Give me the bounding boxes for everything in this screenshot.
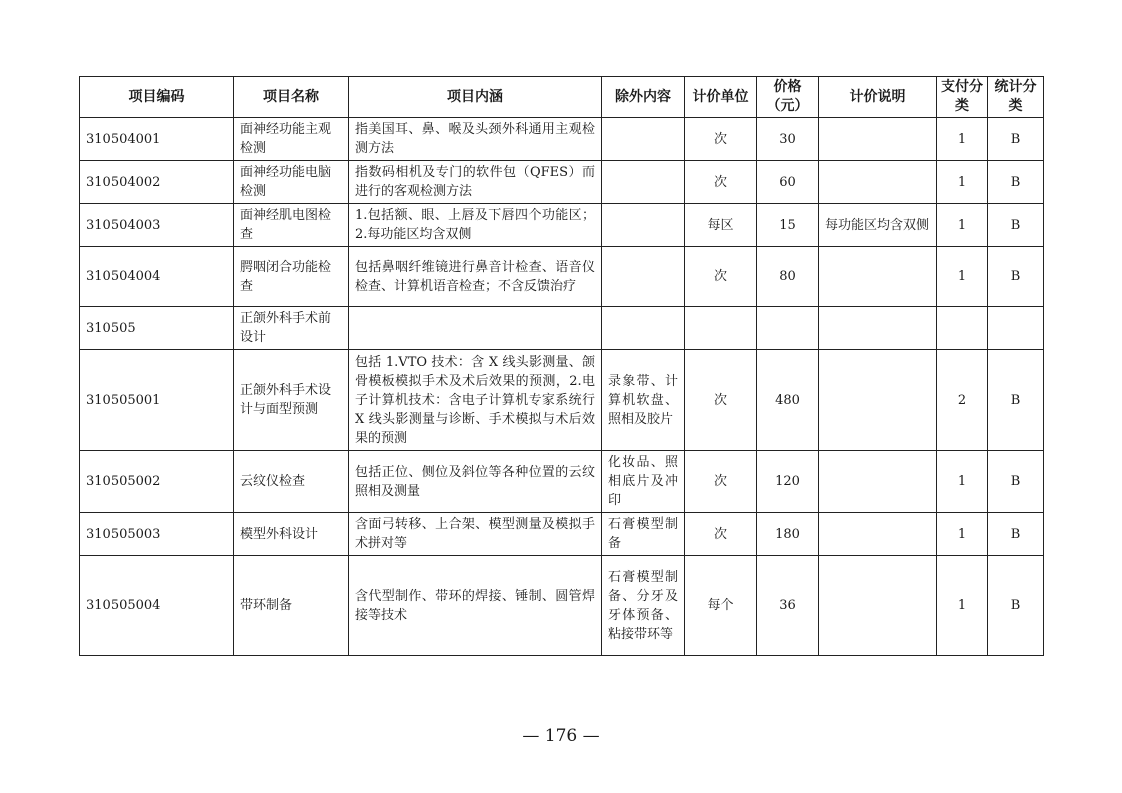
cell-content: 含代型制作、带环的焊接、锤制、圆管焊接等技术 (349, 556, 602, 656)
cell-note (819, 513, 937, 556)
cell-name: 正颌外科手术设计与面型预测 (234, 350, 349, 451)
table-row (80, 350, 1044, 451)
cell-stat (988, 307, 1044, 350)
cell-name: 正颌外科手术前设计 (234, 307, 349, 350)
cell-pay: 1 (937, 247, 988, 307)
table-row (80, 161, 1044, 204)
cell-code: 310504002 (80, 161, 234, 204)
cell-pay: 1 (937, 513, 988, 556)
cell-stat: B (988, 350, 1044, 451)
cell-note: 每功能区均含双侧 (819, 204, 937, 247)
table-header-row (80, 77, 1044, 118)
cell-stat: B (988, 204, 1044, 247)
cell-unit: 每个 (685, 556, 757, 656)
cell-price: 60 (757, 161, 819, 204)
cell-code: 310505 (80, 307, 234, 350)
cell-content: 含面弓转移、上合架、模型测量及模拟手术拼对等 (349, 513, 602, 556)
cell-code: 310505003 (80, 513, 234, 556)
cell-name: 腭咽闭合功能检查 (234, 247, 349, 307)
cell-content: 包括正位、侧位及斜位等各种位置的云纹照相及测量 (349, 451, 602, 513)
cell-content: 包括 1.VTO 技术：含 X 线头影测量、颌骨模板模拟手术及术后效果的预测，2.电子计算机技术：含电子计算机专家系统行 X 线头影测量与诊断、手术模拟与术后效果的预测 (349, 350, 602, 451)
cell-excluded (602, 307, 685, 350)
header-unit: 计价单位 (685, 77, 757, 118)
cell-excluded (602, 204, 685, 247)
cell-content: 指数码相机及专门的软件包（QFES）而进行的客观检测方法 (349, 161, 602, 204)
cell-pay: 2 (937, 350, 988, 451)
cell-note (819, 118, 937, 161)
cell-stat: B (988, 451, 1044, 513)
cell-unit: 次 (685, 247, 757, 307)
cell-price: 30 (757, 118, 819, 161)
table-row (80, 204, 1044, 247)
cell-name: 面神经肌电图检查 (234, 204, 349, 247)
cell-code: 310504001 (80, 118, 234, 161)
header-content: 项目内涵 (349, 77, 602, 118)
cell-content: 包括鼻咽纤维镜进行鼻音计检查、语音仪检查、计算机语音检查；不含反馈治疗 (349, 247, 602, 307)
cell-name: 云纹仪检查 (234, 451, 349, 513)
cell-note (819, 556, 937, 656)
cell-excluded (602, 161, 685, 204)
cell-code: 310504004 (80, 247, 234, 307)
cell-price: 480 (757, 350, 819, 451)
header-stat: 统计分类 (988, 77, 1044, 118)
cell-price: 180 (757, 513, 819, 556)
header-pay: 支付分类 (937, 77, 988, 118)
price-table (79, 76, 1044, 656)
cell-note (819, 350, 937, 451)
header-name: 项目名称 (234, 77, 349, 118)
cell-stat: B (988, 161, 1044, 204)
cell-stat: B (988, 513, 1044, 556)
cell-unit: 次 (685, 350, 757, 451)
cell-code: 310505002 (80, 451, 234, 513)
header-excluded: 除外内容 (602, 77, 685, 118)
cell-name: 面神经功能主观检测 (234, 118, 349, 161)
cell-pay: 1 (937, 556, 988, 656)
cell-name: 模型外科设计 (234, 513, 349, 556)
cell-unit: 次 (685, 513, 757, 556)
cell-stat: B (988, 247, 1044, 307)
cell-excluded (602, 118, 685, 161)
cell-unit: 次 (685, 451, 757, 513)
cell-note (819, 451, 937, 513)
header-code: 项目编码 (80, 77, 234, 118)
cell-note (819, 247, 937, 307)
cell-code: 310505001 (80, 350, 234, 451)
cell-name: 面神经功能电脑检测 (234, 161, 349, 204)
cell-excluded: 石膏模型制备、分牙及牙体预备、粘接带环等 (602, 556, 685, 656)
table-row (80, 451, 1044, 513)
header-price: 价格（元） (757, 77, 819, 118)
cell-pay (937, 307, 988, 350)
cell-note (819, 307, 937, 350)
cell-pay: 1 (937, 451, 988, 513)
cell-price: 80 (757, 247, 819, 307)
cell-unit: 每区 (685, 204, 757, 247)
cell-pay: 1 (937, 118, 988, 161)
cell-unit: 次 (685, 118, 757, 161)
header-note: 计价说明 (819, 77, 937, 118)
table-row (80, 118, 1044, 161)
cell-pay: 1 (937, 204, 988, 247)
cell-name: 带环制备 (234, 556, 349, 656)
cell-price: 15 (757, 204, 819, 247)
cell-content (349, 307, 602, 350)
cell-excluded (602, 247, 685, 307)
cell-price (757, 307, 819, 350)
table-row (80, 513, 1044, 556)
cell-price: 36 (757, 556, 819, 656)
cell-stat: B (988, 118, 1044, 161)
cell-unit: 次 (685, 161, 757, 204)
cell-excluded: 录象带、计算机软盘、照相及胶片 (602, 350, 685, 451)
page-number: — 176 — (522, 726, 600, 746)
cell-unit (685, 307, 757, 350)
table-row (80, 556, 1044, 656)
cell-stat: B (988, 556, 1044, 656)
cell-excluded: 化妆品、照相底片及冲印 (602, 451, 685, 513)
cell-excluded: 石膏模型制备 (602, 513, 685, 556)
cell-content: 指美国耳、鼻、喉及头颈外科通用主观检测方法 (349, 118, 602, 161)
table-row (80, 247, 1044, 307)
cell-pay: 1 (937, 161, 988, 204)
cell-code: 310505004 (80, 556, 234, 656)
cell-code: 310504003 (80, 204, 234, 247)
cell-price: 120 (757, 451, 819, 513)
table-row (80, 307, 1044, 350)
cell-content: 1.包括额、眼、上唇及下唇四个功能区；2.每功能区均含双侧 (349, 204, 602, 247)
cell-note (819, 161, 937, 204)
